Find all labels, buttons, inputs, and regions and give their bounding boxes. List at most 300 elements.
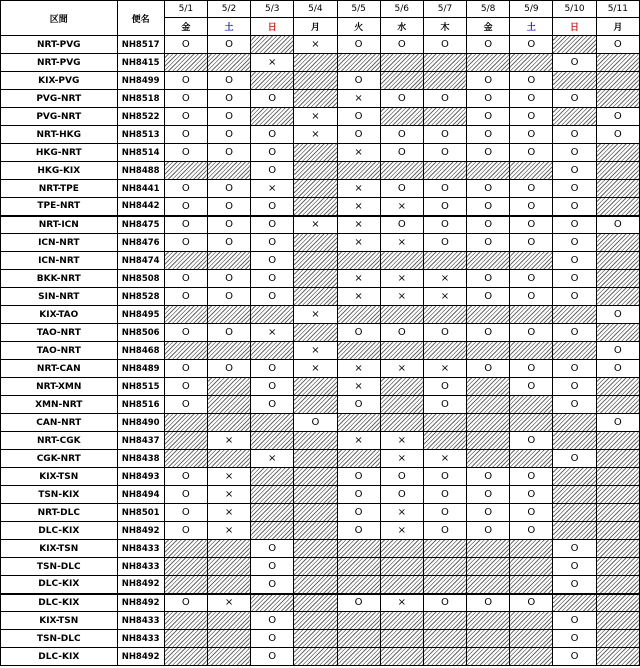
no-flight-cell [467, 630, 510, 648]
no-flight-cell [337, 252, 380, 270]
flight-number-cell: NH8492 [117, 594, 164, 612]
cancelled-mark: × [207, 522, 250, 540]
no-flight-cell [294, 648, 337, 666]
operating-mark: O [337, 486, 380, 504]
operating-mark: O [510, 378, 553, 396]
no-flight-cell [164, 558, 207, 576]
flight-number-cell: NH8441 [117, 180, 164, 198]
schedule-row [1, 396, 640, 414]
operating-mark: O [337, 126, 380, 144]
no-flight-cell [207, 576, 250, 594]
no-flight-cell [164, 162, 207, 180]
operating-mark: O [337, 36, 380, 54]
no-flight-cell [596, 432, 639, 450]
no-flight-cell [380, 54, 423, 72]
operating-mark: O [553, 270, 596, 288]
operating-mark: O [251, 198, 294, 216]
operating-mark: O [251, 162, 294, 180]
operating-mark: O [207, 270, 250, 288]
flight-number-cell: NH8433 [117, 558, 164, 576]
operating-mark: O [510, 126, 553, 144]
schedule-row [1, 486, 640, 504]
no-flight-cell [380, 396, 423, 414]
operating-mark: O [251, 612, 294, 630]
operating-mark: O [510, 36, 553, 54]
route-cell: XMN-NRT [1, 396, 118, 414]
route-cell: KIX-TSN [1, 540, 118, 558]
no-flight-cell [380, 540, 423, 558]
date-header: 5/9 [510, 1, 553, 18]
no-flight-cell [596, 450, 639, 468]
no-flight-cell [467, 306, 510, 324]
no-flight-cell [207, 342, 250, 360]
flight-number-cell: NH8490 [117, 414, 164, 432]
no-flight-cell [423, 612, 466, 630]
operating-mark: O [467, 288, 510, 306]
no-flight-cell [294, 522, 337, 540]
operating-mark: O [380, 144, 423, 162]
weekday-header: 月 [294, 18, 337, 36]
route-cell: SIN-NRT [1, 288, 118, 306]
route-cell: NRT-ICN [1, 216, 118, 234]
no-flight-cell [251, 414, 294, 432]
operating-mark: O [251, 540, 294, 558]
route-cell: BKK-NRT [1, 270, 118, 288]
operating-mark: O [423, 522, 466, 540]
route-cell: ICN-NRT [1, 234, 118, 252]
no-flight-cell [510, 342, 553, 360]
schedule-row [1, 414, 640, 432]
schedule-row [1, 270, 640, 288]
no-flight-cell [423, 630, 466, 648]
route-cell: KIX-TSN [1, 612, 118, 630]
operating-mark: O [510, 594, 553, 612]
operating-mark: O [596, 216, 639, 234]
operating-mark: O [553, 648, 596, 666]
date-header: 5/8 [467, 1, 510, 18]
schedule-row [1, 594, 640, 612]
no-flight-cell [294, 612, 337, 630]
operating-mark: O [553, 144, 596, 162]
schedule-row [1, 432, 640, 450]
operating-mark: O [467, 360, 510, 378]
no-flight-cell [596, 648, 639, 666]
route-cell: NRT-PVG [1, 54, 118, 72]
operating-mark: O [251, 90, 294, 108]
operating-mark: O [553, 252, 596, 270]
operating-mark: O [164, 594, 207, 612]
operating-mark: O [510, 216, 553, 234]
no-flight-cell [294, 504, 337, 522]
route-cell: NRT-TPE [1, 180, 118, 198]
operating-mark: O [553, 234, 596, 252]
operating-mark: O [207, 288, 250, 306]
route-cell: TAO-NRT [1, 324, 118, 342]
no-flight-cell [294, 432, 337, 450]
cancelled-mark: × [337, 180, 380, 198]
operating-mark: O [510, 486, 553, 504]
no-flight-cell [596, 324, 639, 342]
flight-number-cell: NH8415 [117, 54, 164, 72]
weekday-header: 日 [553, 18, 596, 36]
cancelled-mark: × [423, 360, 466, 378]
no-flight-cell [467, 54, 510, 72]
route-cell: TSN-DLC [1, 558, 118, 576]
no-flight-cell [553, 306, 596, 324]
no-flight-cell [207, 306, 250, 324]
cancelled-mark: × [294, 342, 337, 360]
cancelled-mark: × [337, 288, 380, 306]
date-header: 5/6 [380, 1, 423, 18]
operating-mark: O [251, 630, 294, 648]
cancelled-mark: × [380, 360, 423, 378]
no-flight-cell [596, 234, 639, 252]
no-flight-cell [596, 378, 639, 396]
no-flight-cell [251, 468, 294, 486]
no-flight-cell [467, 252, 510, 270]
operating-mark: O [337, 468, 380, 486]
no-flight-cell [596, 558, 639, 576]
cancelled-mark: × [207, 594, 250, 612]
operating-mark: O [164, 504, 207, 522]
operating-mark: O [164, 198, 207, 216]
no-flight-cell [423, 108, 466, 126]
route-cell: CGK-NRT [1, 450, 118, 468]
cancelled-mark: × [380, 432, 423, 450]
no-flight-cell [337, 558, 380, 576]
schedule-row [1, 198, 640, 216]
cancelled-mark: × [207, 468, 250, 486]
operating-mark: O [423, 378, 466, 396]
no-flight-cell [251, 432, 294, 450]
no-flight-cell [207, 252, 250, 270]
no-flight-cell [294, 162, 337, 180]
cancelled-mark: × [380, 198, 423, 216]
operating-mark: O [251, 234, 294, 252]
no-flight-cell [596, 540, 639, 558]
no-flight-cell [294, 72, 337, 90]
operating-mark: O [423, 144, 466, 162]
cancelled-mark: × [380, 594, 423, 612]
cancelled-mark: × [294, 360, 337, 378]
operating-mark: O [337, 504, 380, 522]
flight-number-cell: NH8437 [117, 432, 164, 450]
operating-mark: O [423, 504, 466, 522]
operating-mark: O [164, 396, 207, 414]
date-header: 5/1 [164, 1, 207, 18]
operating-mark: O [251, 270, 294, 288]
no-flight-cell [164, 54, 207, 72]
date-header: 5/11 [596, 1, 639, 18]
route-cell: NRT-PVG [1, 36, 118, 54]
schedule-body [1, 36, 640, 666]
flight-number-cell: NH8438 [117, 450, 164, 468]
cancelled-mark: × [251, 180, 294, 198]
no-flight-cell [164, 612, 207, 630]
no-flight-cell [337, 576, 380, 594]
schedule-row [1, 468, 640, 486]
operating-mark: O [164, 234, 207, 252]
no-flight-cell [164, 342, 207, 360]
no-flight-cell [207, 630, 250, 648]
no-flight-cell [553, 594, 596, 612]
operating-mark: O [553, 162, 596, 180]
operating-mark: O [164, 522, 207, 540]
no-flight-cell [380, 558, 423, 576]
no-flight-cell [596, 630, 639, 648]
no-flight-cell [294, 198, 337, 216]
operating-mark: O [207, 90, 250, 108]
route-cell: KIX-TAO [1, 306, 118, 324]
flight-number-cell: NH8494 [117, 486, 164, 504]
no-flight-cell [251, 36, 294, 54]
schedule-row [1, 558, 640, 576]
no-flight-cell [337, 306, 380, 324]
route-cell: KIX-PVG [1, 72, 118, 90]
no-flight-cell [207, 612, 250, 630]
schedule-row [1, 378, 640, 396]
cancelled-mark: × [380, 450, 423, 468]
no-flight-cell [294, 180, 337, 198]
operating-mark: O [164, 324, 207, 342]
no-flight-cell [553, 36, 596, 54]
operating-mark: O [164, 486, 207, 504]
cancelled-mark: × [251, 54, 294, 72]
no-flight-cell [596, 468, 639, 486]
operating-mark: O [596, 126, 639, 144]
no-flight-cell [251, 72, 294, 90]
cancelled-mark: × [337, 270, 380, 288]
operating-mark: O [251, 576, 294, 594]
schedule-row [1, 504, 640, 522]
schedule-row [1, 540, 640, 558]
operating-mark: O [207, 198, 250, 216]
cancelled-mark: × [337, 234, 380, 252]
no-flight-cell [596, 576, 639, 594]
cancelled-mark: × [294, 108, 337, 126]
flight-number-cell: NH8518 [117, 90, 164, 108]
flight-number-cell: NH8442 [117, 198, 164, 216]
no-flight-cell [423, 432, 466, 450]
operating-mark: O [553, 288, 596, 306]
no-flight-cell [596, 504, 639, 522]
operating-mark: O [337, 522, 380, 540]
operating-mark: O [423, 126, 466, 144]
date-header: 5/10 [553, 1, 596, 18]
weekday-header: 日 [251, 18, 294, 36]
no-flight-cell [207, 378, 250, 396]
no-flight-cell [207, 450, 250, 468]
no-flight-cell [380, 630, 423, 648]
flight-number-cell: NH8475 [117, 216, 164, 234]
no-flight-cell [294, 540, 337, 558]
operating-mark: O [510, 432, 553, 450]
no-flight-cell [467, 612, 510, 630]
operating-mark: O [251, 648, 294, 666]
schedule-row [1, 162, 640, 180]
weekday-header: 火 [337, 18, 380, 36]
no-flight-cell [251, 342, 294, 360]
no-flight-cell [423, 162, 466, 180]
operating-mark: O [423, 216, 466, 234]
operating-mark: O [207, 180, 250, 198]
operating-mark: O [207, 126, 250, 144]
operating-mark: O [596, 108, 639, 126]
operating-mark: O [337, 396, 380, 414]
no-flight-cell [423, 306, 466, 324]
operating-mark: O [510, 72, 553, 90]
no-flight-cell [553, 504, 596, 522]
operating-mark: O [207, 36, 250, 54]
operating-mark: O [467, 594, 510, 612]
weekday-header: 土 [510, 18, 553, 36]
cancelled-mark: × [337, 378, 380, 396]
no-flight-cell [380, 576, 423, 594]
date-header: 5/4 [294, 1, 337, 18]
no-flight-cell [380, 162, 423, 180]
no-flight-cell [337, 630, 380, 648]
cancelled-mark: × [207, 486, 250, 504]
schedule-row [1, 216, 640, 234]
no-flight-cell [380, 306, 423, 324]
operating-mark: O [251, 378, 294, 396]
operating-mark: O [164, 180, 207, 198]
cancelled-mark: × [380, 234, 423, 252]
operating-mark: O [553, 324, 596, 342]
no-flight-cell [553, 432, 596, 450]
operating-mark: O [164, 360, 207, 378]
cancelled-mark: × [423, 288, 466, 306]
operating-mark: O [380, 90, 423, 108]
no-flight-cell [553, 108, 596, 126]
cancelled-mark: × [294, 126, 337, 144]
route-cell: NRT-DLC [1, 504, 118, 522]
weekday-header: 水 [380, 18, 423, 36]
route-cell: DLC-KIX [1, 576, 118, 594]
operating-mark: O [337, 324, 380, 342]
no-flight-cell [467, 576, 510, 594]
no-flight-cell [553, 72, 596, 90]
operating-mark: O [380, 36, 423, 54]
no-flight-cell [510, 612, 553, 630]
route-cell: ICN-NRT [1, 252, 118, 270]
operating-mark: O [553, 180, 596, 198]
flight-number-cell: NH8514 [117, 144, 164, 162]
no-flight-cell [467, 162, 510, 180]
route-cell: TPE-NRT [1, 198, 118, 216]
no-flight-cell [423, 72, 466, 90]
operating-mark: O [207, 144, 250, 162]
no-flight-cell [596, 396, 639, 414]
no-flight-cell [596, 144, 639, 162]
cancelled-mark: × [423, 450, 466, 468]
operating-mark: O [510, 504, 553, 522]
operating-mark: O [467, 36, 510, 54]
schedule-row [1, 252, 640, 270]
operating-mark: O [207, 216, 250, 234]
no-flight-cell [164, 414, 207, 432]
no-flight-cell [337, 612, 380, 630]
no-flight-cell [294, 630, 337, 648]
no-flight-cell [251, 108, 294, 126]
operating-mark: O [423, 234, 466, 252]
no-flight-cell [380, 378, 423, 396]
no-flight-cell [294, 396, 337, 414]
operating-mark: O [510, 234, 553, 252]
schedule-row [1, 180, 640, 198]
route-cell: DLC-KIX [1, 648, 118, 666]
operating-mark: O [467, 468, 510, 486]
cancelled-mark: × [294, 306, 337, 324]
operating-mark: O [553, 450, 596, 468]
no-flight-cell [251, 306, 294, 324]
no-flight-cell [294, 468, 337, 486]
no-flight-cell [510, 306, 553, 324]
no-flight-cell [207, 558, 250, 576]
no-flight-cell [510, 252, 553, 270]
route-cell: NRT-XMN [1, 378, 118, 396]
no-flight-cell [467, 378, 510, 396]
no-flight-cell [510, 558, 553, 576]
operating-mark: O [423, 594, 466, 612]
flight-number-cell: NH8476 [117, 234, 164, 252]
no-flight-cell [467, 450, 510, 468]
cancelled-mark: × [337, 216, 380, 234]
flight-column-header: 便名 [117, 1, 164, 36]
no-flight-cell [294, 90, 337, 108]
operating-mark: O [510, 108, 553, 126]
no-flight-cell [423, 576, 466, 594]
operating-mark: O [553, 630, 596, 648]
operating-mark: O [467, 180, 510, 198]
operating-mark: O [510, 144, 553, 162]
no-flight-cell [467, 558, 510, 576]
operating-mark: O [553, 198, 596, 216]
operating-mark: O [164, 36, 207, 54]
flight-number-cell: NH8508 [117, 270, 164, 288]
no-flight-cell [251, 504, 294, 522]
no-flight-cell [553, 522, 596, 540]
operating-mark: O [164, 270, 207, 288]
no-flight-cell [207, 396, 250, 414]
operating-mark: O [207, 72, 250, 90]
flight-number-cell: NH8522 [117, 108, 164, 126]
route-cell: CAN-NRT [1, 414, 118, 432]
no-flight-cell [337, 54, 380, 72]
weekday-header: 金 [467, 18, 510, 36]
no-flight-cell [380, 252, 423, 270]
no-flight-cell [596, 252, 639, 270]
date-header: 5/7 [423, 1, 466, 18]
cancelled-mark: × [294, 36, 337, 54]
no-flight-cell [380, 612, 423, 630]
cancelled-mark: × [337, 360, 380, 378]
no-flight-cell [596, 522, 639, 540]
no-flight-cell [164, 432, 207, 450]
route-cell: HKG-KIX [1, 162, 118, 180]
operating-mark: O [251, 558, 294, 576]
schedule-row [1, 108, 640, 126]
cancelled-mark: × [337, 198, 380, 216]
cancelled-mark: × [337, 144, 380, 162]
operating-mark: O [251, 216, 294, 234]
operating-mark: O [510, 270, 553, 288]
operating-mark: O [251, 396, 294, 414]
operating-mark: O [553, 126, 596, 144]
operating-mark: O [553, 360, 596, 378]
schedule-row [1, 36, 640, 54]
operating-mark: O [467, 324, 510, 342]
